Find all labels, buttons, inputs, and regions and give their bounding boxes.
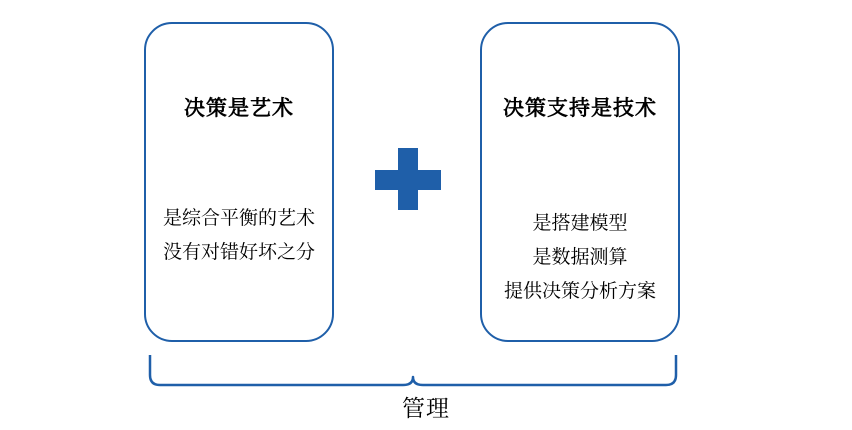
card-left-body: [146, 202, 332, 270]
card-right-body: [482, 207, 678, 309]
brace-label: 管理: [402, 396, 450, 421]
card-decision-support-is-technology: [480, 22, 680, 342]
card-right-body-line: 是搭建模型: [532, 213, 628, 234]
card-left-body-line: 是综合平衡的艺术: [162, 208, 315, 229]
plus-icon-vertical-bar: [398, 148, 418, 210]
card-right-body-line: 提供决策分析方案: [503, 281, 656, 302]
card-left-body-line: 没有对错好坏之分: [162, 242, 315, 263]
card-left-title: 决策是艺术: [184, 96, 294, 120]
card-decision-is-art: [144, 22, 334, 342]
card-right-title: 决策支持是技术: [503, 96, 657, 120]
bottom-brace: [148, 355, 678, 387]
card-right-body-line: 是数据测算: [532, 247, 628, 268]
plus-icon: [375, 148, 441, 210]
